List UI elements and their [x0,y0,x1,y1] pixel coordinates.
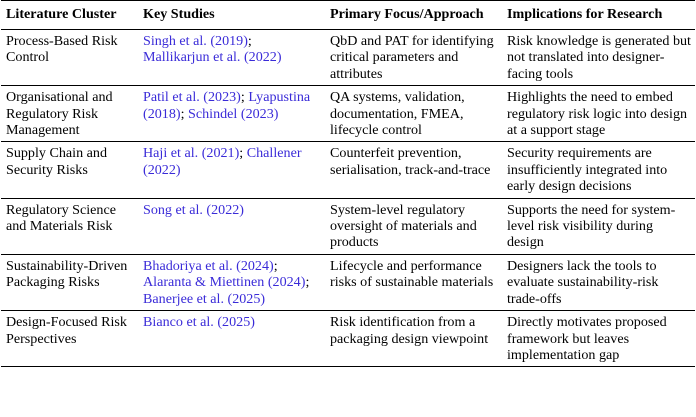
citation-separator: ; [247,33,252,49]
table-row [1,198,695,254]
cell-implications: Designers lack the tools to evaluate sustainability-risk trade-offs [507,257,659,307]
header-row [1,1,695,30]
cell-implications: Security requirements are insufficiently integrated into early design decisions [507,145,668,195]
cell-primary-focus: QA systems, validation, documentation, FMEA, lifecycle control [330,89,465,139]
citation-link[interactable]: Haji et al. (2021) [143,145,240,162]
cell-literature-cluster: Design-Focused Risk Perspectives [6,314,127,347]
citation-separator: ; [180,105,185,122]
citation-link[interactable]: Alaranta & Miettinen (2024) [143,274,306,291]
cell-implications: Supports the need for system-level risk visibility during design [507,201,676,251]
citation-separator: ; [305,274,310,291]
citation-link[interactable]: Bhadoriya et al. (2024) [143,257,274,274]
citation-link[interactable]: Singh et al. (2019) [143,33,248,49]
table-row [1,86,695,142]
table-row [1,254,695,310]
citation-link[interactable]: Banerjee et al. (2025) [143,290,266,307]
table-header [1,1,695,30]
cell-literature-cluster: Sustainability-Driven Packaging Risks [6,257,128,291]
citation-link[interactable]: Bianco et al. (2025) [143,314,255,331]
citation-link[interactable]: Schindel (2023) [188,105,279,122]
table-row [1,142,695,198]
cell-literature-cluster: Organisational and Regulatory Risk Management [6,89,113,139]
header-primary-focus: Primary Focus/Approach [330,6,484,22]
header-key-studies: Key Studies [143,6,215,22]
citation-link[interactable]: Challener (2022) [143,145,302,178]
cell-literature-cluster: Process-Based Risk Control [6,33,118,66]
citation-separator: ; [273,257,278,274]
literature-review-table [1,0,695,367]
citation-link[interactable]: Patil et al. (2023) [143,89,241,106]
citation-separator: ; [240,89,245,106]
cell-key-studies [138,254,325,310]
cell-primary-focus: Counterfeit prevention, serialisation, track-and-trace [330,145,491,178]
table-body [1,30,695,367]
citation-separator: ; [239,145,244,162]
cell-implications: Risk knowledge is generated but not translated into designer-facing tools [507,33,691,82]
cell-primary-focus: Lifecycle and performance risks of sustainable materials [330,257,494,291]
cell-primary-focus: Risk identification from a packaging design viewpoint [330,314,489,347]
header-implications: Implications for Research [507,6,663,22]
cell-literature-cluster: Regulatory Science and Materials Risk [6,201,116,235]
table-row [1,30,695,86]
citation-link[interactable]: Song et al. (2022) [143,201,244,218]
cell-key-studies [138,142,325,198]
table-row [1,311,695,367]
cell-implications: Highlights the need to embed regulatory risk logic into design at a support stage [507,89,688,139]
cell-primary-focus: QbD and PAT for identifying critical parameters and attributes [330,33,494,82]
citation-link[interactable]: Mallikarjun et al. (2022) [143,49,282,66]
cell-key-studies [138,86,325,142]
cell-key-studies [138,30,325,86]
cell-primary-focus: System-level regulatory oversight of materials and products [330,201,477,251]
cell-key-studies [138,311,325,367]
cell-literature-cluster: Supply Chain and Security Risks [6,145,108,178]
header-literature-cluster: Literature Cluster [6,6,117,22]
citation-link[interactable]: Lyapustina (2018) [143,89,311,122]
cell-implications: Directly motivates proposed framework but leaves implementation gap [507,314,667,363]
cell-key-studies [138,198,325,254]
